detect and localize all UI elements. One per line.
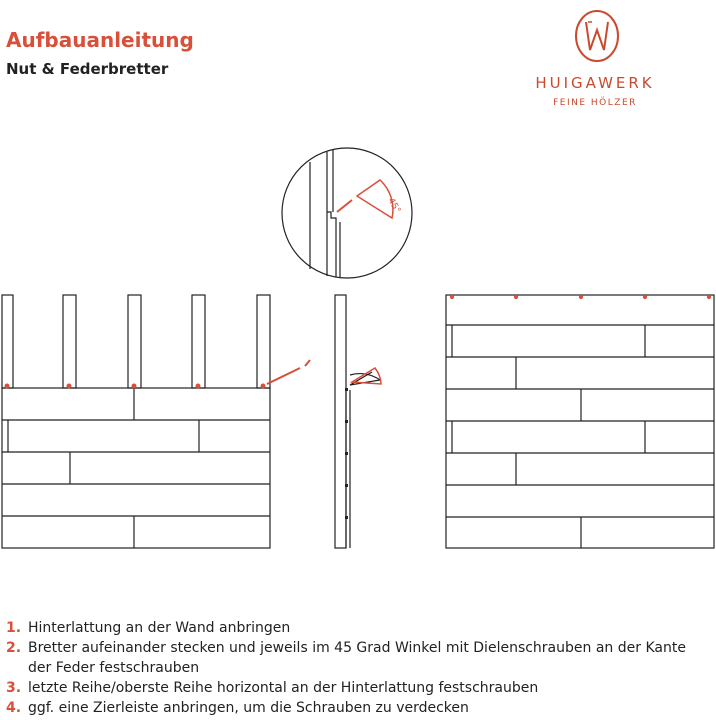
list-item — [6, 618, 712, 638]
page-subtitle: Nut & Federbretter — [6, 60, 169, 78]
list-item — [6, 678, 712, 698]
step-number: 4. — [6, 700, 22, 716]
step-text: Bretter aufeinander stecken und jeweils im 45 Grad Winkel mit Dielenschrauben an der Kante der Feder festschrauben — [28, 640, 686, 676]
battens-front-view — [2, 295, 270, 388]
angle-label: 45° — [385, 196, 403, 216]
boards-right-panel — [446, 295, 714, 548]
brand-tagline: FEINE HÖLZER — [553, 98, 637, 108]
boards-left-panel — [2, 388, 270, 548]
side-view — [335, 295, 380, 548]
step-text: ggf. eine Zierleiste anbringen, um die Schrauben zu verdecken — [28, 700, 469, 716]
brand-name: HUIGAWERK — [535, 74, 655, 92]
step-text: Hinterlattung an der Wand anbringen — [28, 620, 291, 636]
instruction-list — [6, 618, 712, 718]
step-number: 3. — [6, 680, 22, 696]
screw-arrows — [267, 180, 393, 384]
step-number: 1. — [6, 620, 22, 636]
step-number: 2. — [6, 640, 22, 656]
step-text: letzte Reihe/oberste Reihe horizontal an der Hinterlattung festschrauben — [28, 680, 539, 696]
list-item — [6, 698, 712, 718]
list-item — [6, 638, 712, 678]
page-title: Aufbauanleitung — [6, 28, 194, 52]
